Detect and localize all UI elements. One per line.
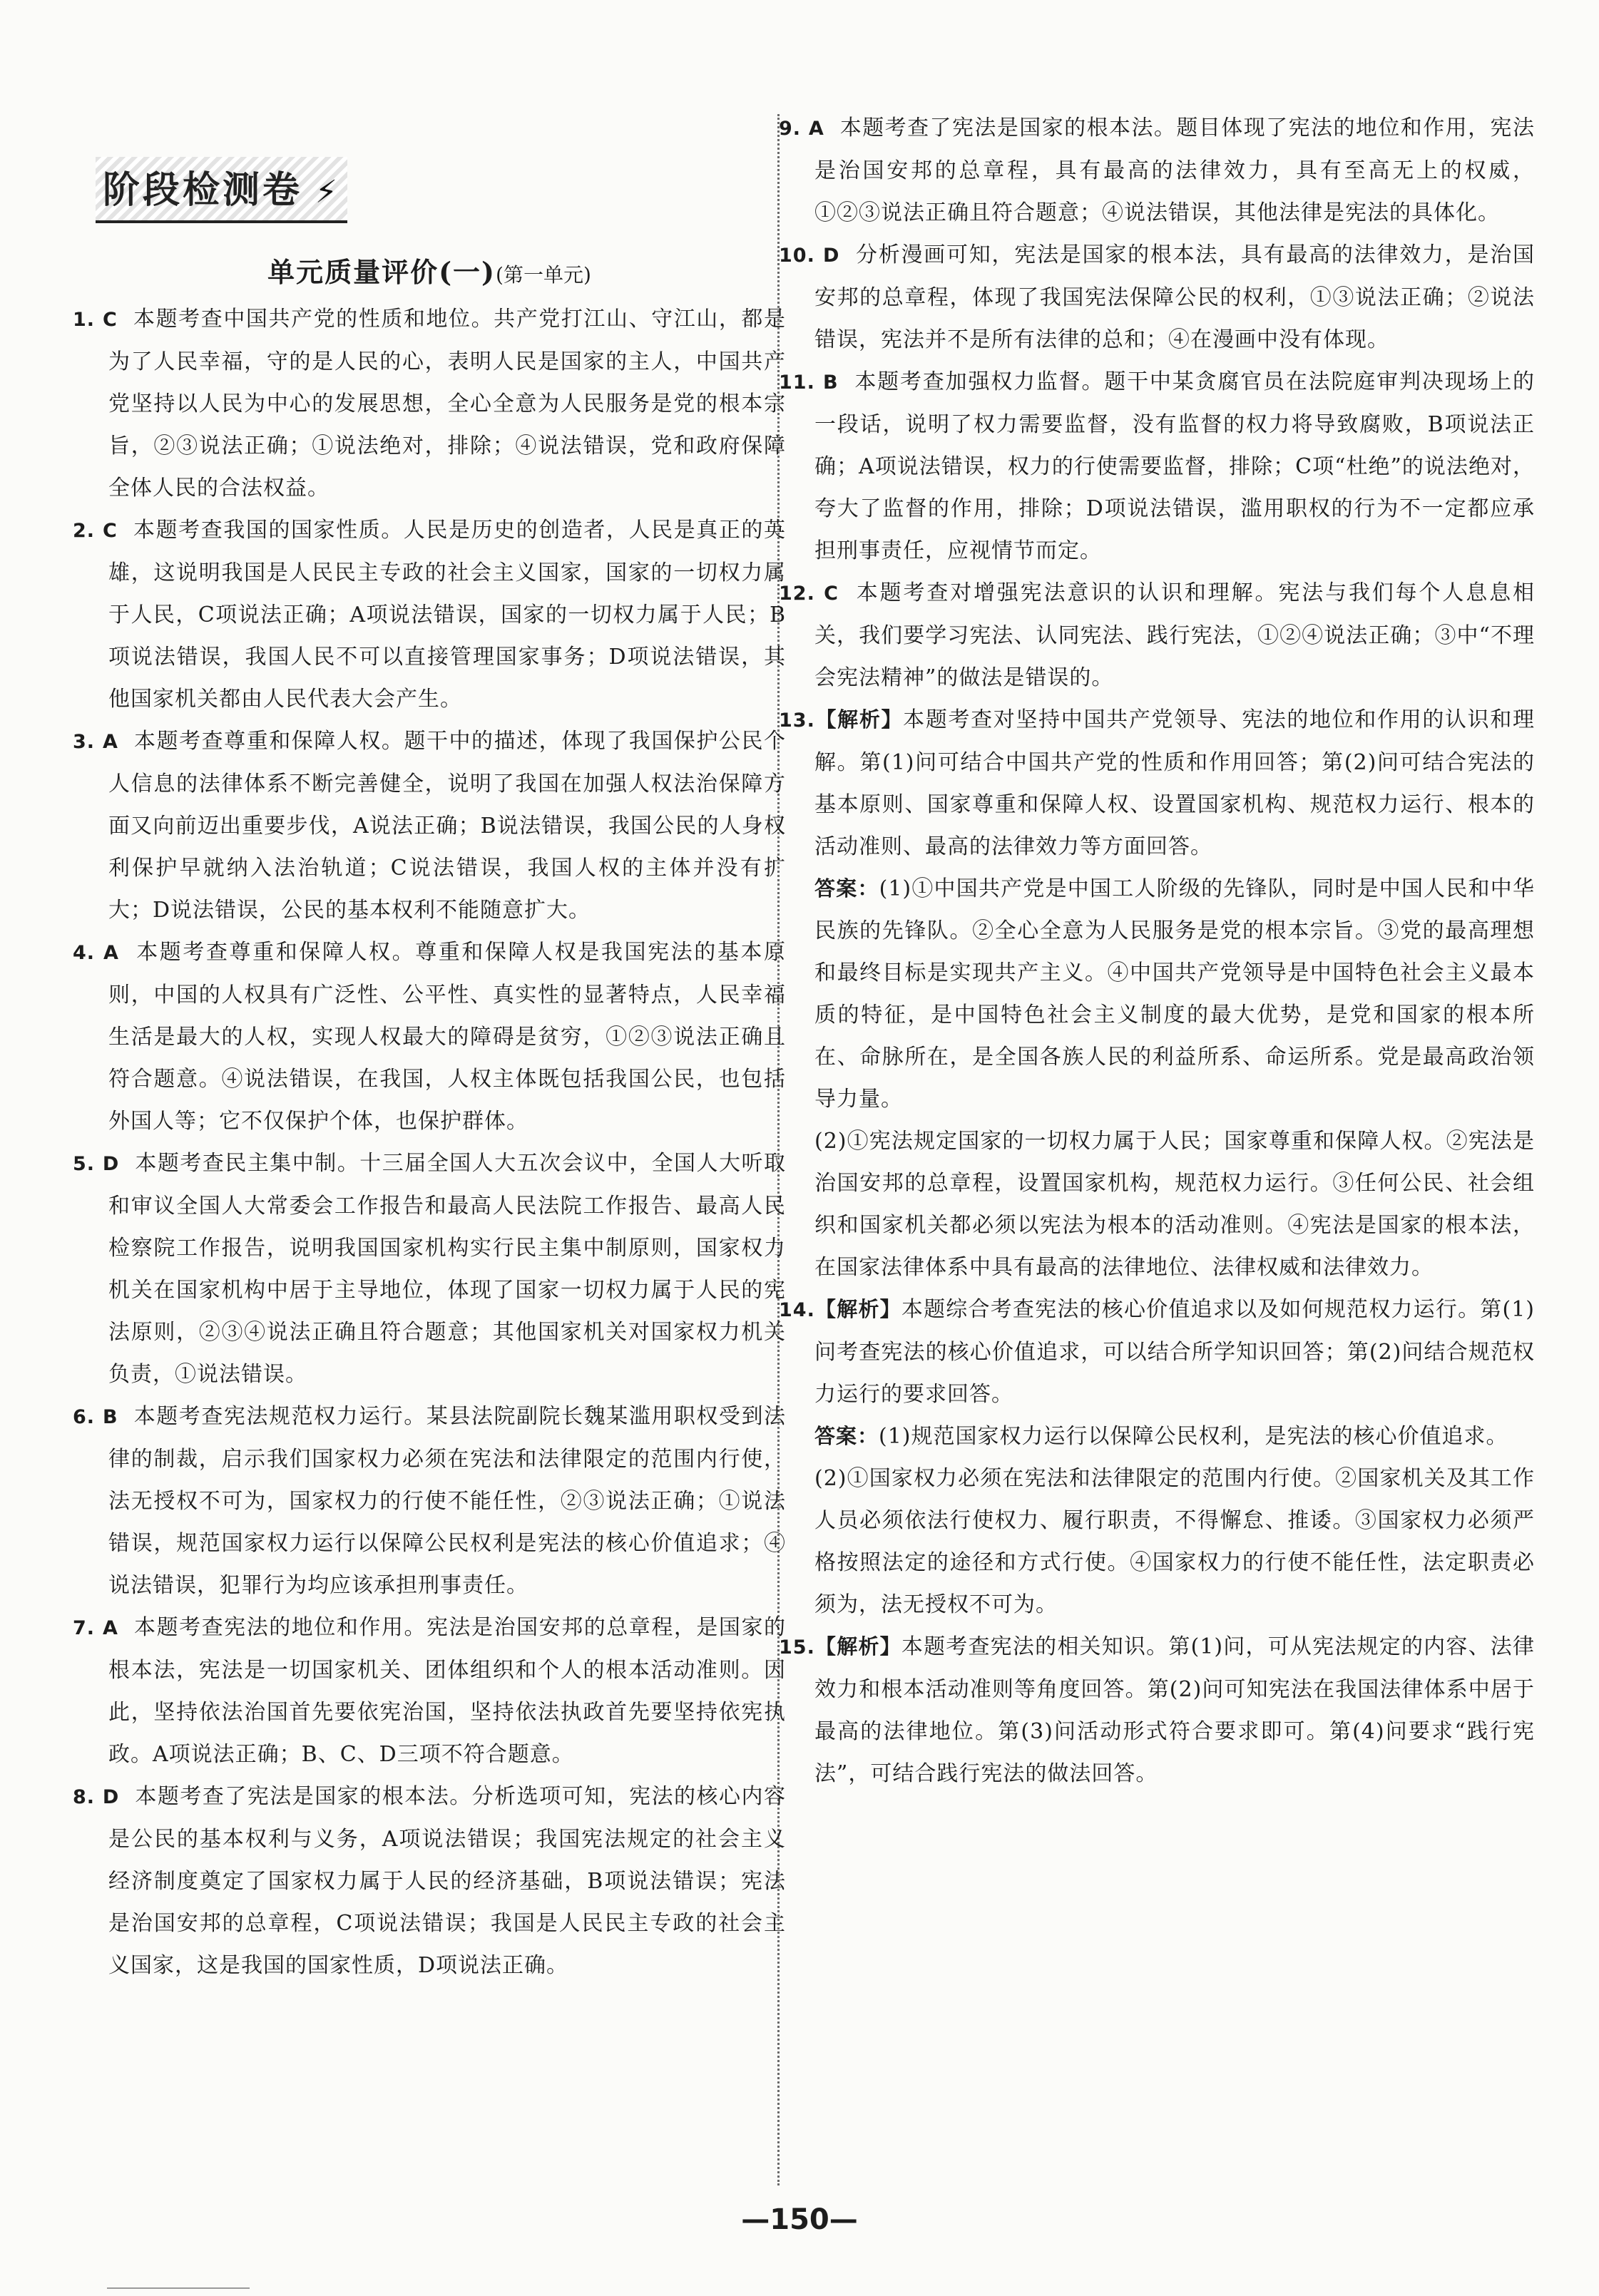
answer-text: (2)①宪法规定国家的一切权力属于人民；国家尊重和保障人权。②宪法是治国安邦的总章程，设置国家机构，规范权力运行。③任何公民、社会组织和国家机关都必须以宪法为根本的活动准则。④宪法是国家的根本法，在国家法律体系中具有最高的法律地位、法律权威和法律效力。 (814, 1129, 1535, 1280)
answer-text: 本题考查尊重和保障人权。尊重和保障人权是我国宪法的基本原则，中国的人权具有广泛性、公平性、真实性的显著特点，人民幸福生活是最大的人权，实现人权最大的障碍是贫穷，①②③说法正确且符合题意。④说法错误，在我国，人权主体既包括我国公民，也包括外国人等；它不仅保护个体，也保护群体。 (108, 940, 787, 1134)
section-banner (96, 157, 347, 223)
answer-text: 本题考查了宪法是国家的根本法。分析选项可知，宪法的核心内容是公民的基本权利与义务，A项说法错误；我国宪法规定的社会主义经济制度奠定了国家权力属于人民的经济基础，B项说法错误；宪法是治国安邦的总章程，C项说法错误；我国是人民民主专政的社会主义国家，这是我国的国家性质，D项说法正确。 (108, 1784, 786, 1978)
question-number: 7. A (73, 1617, 118, 1639)
question-number: 14. (779, 1299, 815, 1321)
question-number: 12. C (779, 583, 839, 605)
question-number: 15. (779, 1636, 815, 1659)
answer-item-10 (779, 234, 1535, 361)
answer-text: 本题考查了宪法是国家的根本法。题目体现了宪法的地位和作用，宪法是治国安邦的总章程，具有最高的法律效力，具有至高无上的权威，①②③说法正确且符合题意；④说法错误，其他法律是宪法的具体化。 (814, 116, 1536, 225)
bottom-rule (107, 2287, 250, 2289)
answer-item-11 (779, 361, 1535, 572)
question-number: 5. D (73, 1153, 120, 1175)
answer-14-part-1 (779, 1415, 1535, 1457)
answer-text: 本题考查宪法的地位和作用。宪法是治国安邦的总章程，是国家的根本法，宪法是一切国家机关、团体组织和个人的根本活动准则。因此，坚持依法治国首先要依宪治国，坚持依法执政首先要坚持依宪执政。A项说法正确；B、C、D三项不符合题意。 (108, 1615, 787, 1767)
answer-item-9 (779, 107, 1535, 234)
analysis-tag: 【解析】 (814, 707, 904, 732)
answer-item-5 (73, 1142, 786, 1395)
answer-item-7 (73, 1606, 786, 1775)
answer-13-part-1 (779, 868, 1535, 1120)
answer-text: 本题考查我国的国家性质。人民是历史的创造者，人民是真正的英雄，这说明我国是人民民主专政的社会主义国家，国家的一切权力属于人民，C项说法正确；A项说法错误，国家的一切权力属于人民；B项说法错误，我国人民不可以直接管理国家事务；D项说法错误，其他国家机关都由人民代表大会产生。 (108, 518, 786, 712)
right-column (779, 107, 1535, 1795)
question-number: 13. (779, 709, 815, 732)
answer-item-15 (779, 1626, 1535, 1795)
answer-item-14 (779, 1288, 1535, 1415)
question-number: 3. A (73, 731, 118, 753)
analysis-tag: 【解析】 (814, 1634, 901, 1659)
answer-text: 本题考查加强权力监督。题干中某贪腐官员在法院庭审判决现场上的一段话，说明了权力需要监督，没有监督的权力将导致腐败，B项说法正确；A项说法错误，权力的行使需要监督，排除；C项“杜绝”的说法绝对，夸大了监督的作用，排除；D项说法错误，滥用职权的行为不一定都应承担刑事责任，应视情节而定。 (814, 369, 1536, 563)
answer-text: (1)①中国共产党是中国工人阶级的先锋队，同时是中国人民和中华民族的先锋队。②全心全意为人民服务是党的根本宗旨。③党的最高理想和最终目标是实现共产主义。④中国共产党领导是中国特色社会主义最本质的特征，是中国特色社会主义制度的最大优势，是党和国家的根本所在、命脉所在，是全国各族人民的利益所系、命运所系。党是最高政治领导力量。 (814, 876, 1535, 1112)
answer-item-4 (73, 931, 786, 1142)
answer-text: (1)规范国家权力运行以保障公民权利，是宪法的核心价值追求。 (879, 1424, 1508, 1449)
answer-item-8 (73, 1775, 786, 1987)
question-number: 2. C (73, 520, 118, 542)
unit-title-main: 单元质量评价(一) (267, 256, 496, 288)
answer-13-part-2 (779, 1120, 1535, 1288)
answer-14-part-2 (779, 1457, 1535, 1626)
answer-text: (2)①国家权力必须在宪法和法律限定的范围内行使。②国家机关及其工作人员必须依法行使权力、履行职责，不得懈怠、推诿。③国家权力必须严格按照法定的途径和方式行使。④国家权力的行使不能任性，法定职责必须为，法无授权不可为。 (814, 1466, 1535, 1617)
analysis-text: 本题综合考查宪法的核心价值追求以及如何规范权力运行。第(1)问考查宪法的核心价值追求，可以结合所学知识回答；第(2)问结合规范权力运行的要求回答。 (814, 1297, 1535, 1407)
answer-text: 本题考查宪法规范权力运行。某县法院副院长魏某滥用职权受到法律的制裁，启示我们国家权力必须在宪法和法律限定的范围内行使，法无授权不可为，国家权力的行使不能任性，②③说法正确；①说法错误，规范国家权力运行以保障公民权利是宪法的核心价值追求；④说法错误，犯罪行为均应该承担刑事责任。 (108, 1404, 787, 1598)
question-number: 1. C (73, 309, 118, 331)
answer-item-13 (779, 699, 1535, 868)
analysis-text: 本题考查对坚持中国共产党领导、宪法的地位和作用的认识和理解。第(1)问可结合中国共产党的性质和作用回答；第(2)问可结合宪法的基本原则、国家尊重和保障人权、设置国家机构、规范权力运行、根本的活动准则、最高的法律效力等方面回答。 (814, 707, 1535, 859)
answer-text: 分析漫画可知，宪法是国家的根本法，具有最高的法律效力，是治国安邦的总章程，体现了我国宪法保障公民的权利，①③说法正确；②说法错误，宪法并不是所有法律的总和；④在漫画中没有体现。 (814, 242, 1535, 352)
answer-text: 本题考查对增强宪法意识的认识和理解。宪法与我们每个人息息相关，我们要学习宪法、认同宪法、践行宪法，①②④说法正确；③中“不理会宪法精神”的做法是错误的。 (814, 580, 1536, 690)
answer-label: 答案： (814, 876, 879, 901)
answer-item-1 (73, 298, 786, 509)
answer-label: 答案： (814, 1424, 879, 1448)
left-column (73, 107, 786, 1987)
lightning-icon: ⚡ (315, 174, 340, 210)
question-number: 6. B (73, 1406, 118, 1428)
question-number: 11. B (779, 371, 839, 394)
analysis-text: 本题考查宪法的相关知识。第(1)问，可从宪法规定的内容、法律效力和根本活动准则等角度回答。第(2)问可知宪法在我国法律体系中居于最高的法律地位。第(3)问活动形式符合要求即可。第(4)问要求“践行宪法”，可结合践行宪法的做法回答。 (814, 1634, 1535, 1786)
banner-title: 阶段检测卷 (103, 169, 303, 212)
answer-text: 本题考查中国共产党的性质和地位。共产党打江山、守江山，都是为了人民幸福，守的是人民的心，表明人民是国家的主人，中国共产党坚持以人民为中心的发展思想，全心全意为人民服务是党的根本宗旨，②③说法正确；①说法绝对，排除；④说法错误，党和政府保障全体人民的合法权益。 (108, 307, 786, 501)
answer-item-2 (73, 509, 786, 720)
answer-item-12 (779, 572, 1535, 699)
answer-item-6 (73, 1395, 786, 1606)
question-number: 9. A (779, 118, 824, 140)
unit-title-note: (第一单元) (496, 263, 591, 287)
unit-title (73, 250, 786, 289)
question-number: 10. D (779, 245, 840, 267)
analysis-tag: 【解析】 (814, 1297, 901, 1321)
answer-text: 本题考查尊重和保障人权。题干中的描述，体现了我国保护公民个人信息的法律体系不断完善健全，说明了我国在加强人权法治保障方面又向前迈出重要步伐，A说法正确；B说法错误，我国公民的人身权利保护早就纳入法治轨道；C说法错误，我国人权的主体并没有扩大；D说法错误，公民的基本权利不能随意扩大。 (108, 729, 787, 923)
question-number: 8. D (73, 1786, 120, 1808)
answer-item-3 (73, 720, 786, 931)
page-number: —150— (741, 2203, 858, 2236)
question-number: 4. A (73, 942, 119, 964)
answer-text: 本题考查民主集中制。十三届全国人大五次会议中，全国人大听取和审议全国人大常委会工作报告和最高人民法院工作报告、最高人民检察院工作报告，说明我国国家机构实行民主集中制原则，国家权力机关在国家机构中居于主导地位，体现了国家一切权力属于人民的宪法原则，②③④说法正确且符合题意；其他国家机关对国家权力机关负责，①说法错误。 (108, 1151, 786, 1387)
